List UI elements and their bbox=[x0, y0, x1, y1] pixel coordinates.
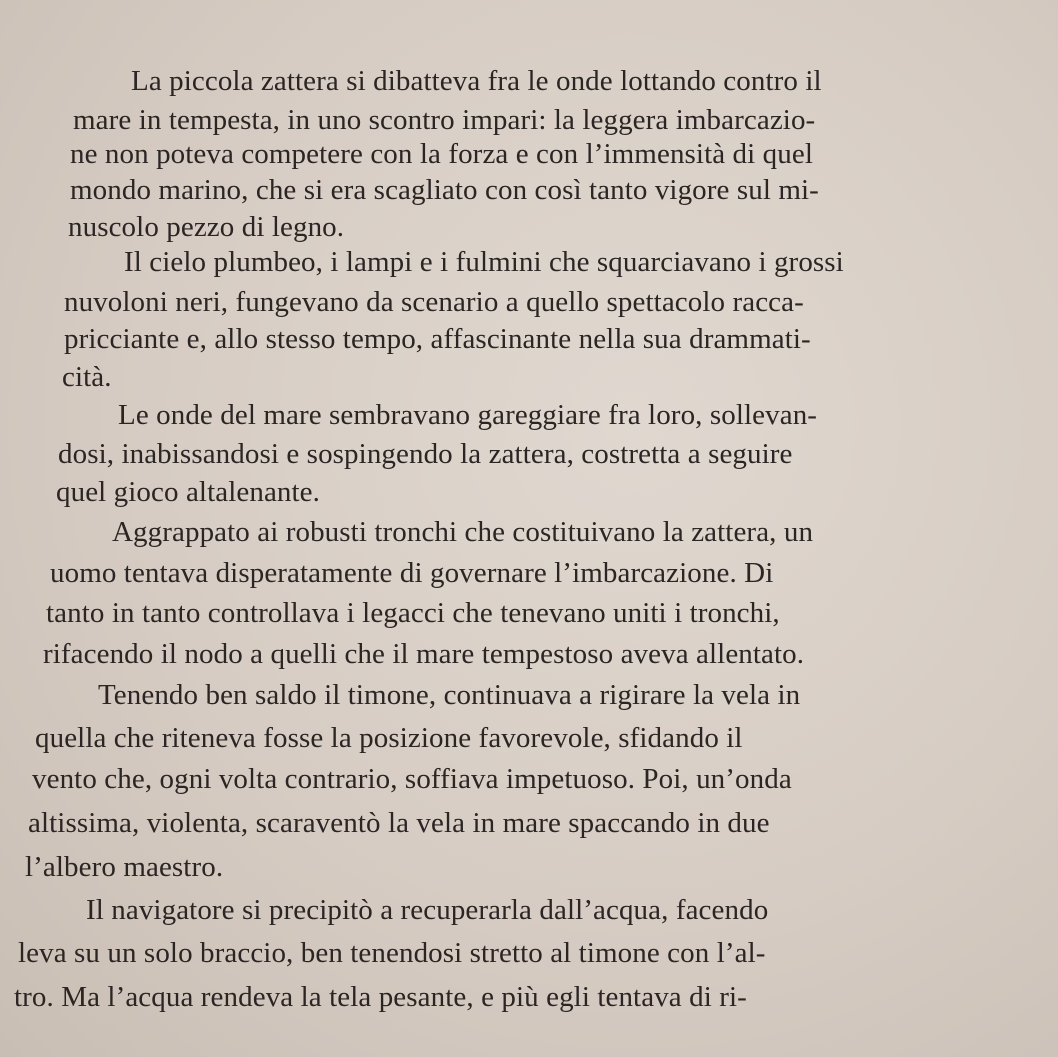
text-line: Tenendo ben saldo il timone, continuava a rigirare la vela in bbox=[98, 679, 801, 711]
text-line: Il cielo plumbeo, i lampi e i fulmini che squarciavano i grossi bbox=[124, 246, 844, 278]
text-line: nuscolo pezzo di legno. bbox=[68, 211, 345, 243]
text-line: leva su un solo braccio, ben tenendosi stretto al timone con l’al- bbox=[18, 937, 766, 969]
text-line: Le onde del mare sembravano gareggiare fra loro, sollevan- bbox=[118, 399, 818, 431]
text-line: quel gioco altalenante. bbox=[56, 476, 320, 508]
text-line: cità. bbox=[62, 361, 112, 393]
text-line: tro. Ma l’acqua rendeva la tela pesante, e più egli tentava di ri- bbox=[14, 981, 747, 1013]
text-line: quella che riteneva fosse la posizione favorevole, sfidando il bbox=[35, 722, 743, 754]
text-line: pricciante e, allo stesso tempo, affascinante nella sua drammati- bbox=[64, 323, 811, 355]
text-line: vento che, ogni volta contrario, soffiava impetuoso. Poi, un’onda bbox=[32, 763, 792, 795]
text-line: Aggrappato ai robusti tronchi che costituivano la zattera, un bbox=[112, 516, 814, 548]
text-line: uomo tentava disperatamente di governare l’imbarcazione. Di bbox=[50, 557, 774, 589]
text-line: dosi, inabissandosi e sospingendo la zattera, costretta a seguire bbox=[58, 438, 793, 470]
text-line: rifacendo il nodo a quelli che il mare tempestoso aveva allentato. bbox=[43, 638, 805, 670]
text-line: La piccola zattera si dibatteva fra le onde lottando contro il bbox=[131, 65, 822, 97]
text-line: l’albero maestro. bbox=[25, 851, 224, 883]
text-line: altissima, violenta, scaraventò la vela in mare spaccando in due bbox=[28, 807, 770, 839]
text-line: tanto in tanto controllava i legacci che tenevano uniti i tronchi, bbox=[46, 597, 780, 629]
text-line: ne non poteva competere con la forza e con l’immensità di quel bbox=[70, 138, 813, 170]
text-line: mondo marino, che si era scagliato con così tanto vigore sul mi- bbox=[70, 174, 819, 206]
text-line: mare in tempesta, in uno scontro impari: la leggera imbarcazio- bbox=[73, 104, 816, 136]
text-line: nuvoloni neri, fungevano da scenario a quello spettacolo racca- bbox=[64, 286, 804, 318]
text-line: Il navigatore si precipitò a recuperarla dall’acqua, facendo bbox=[86, 894, 769, 926]
